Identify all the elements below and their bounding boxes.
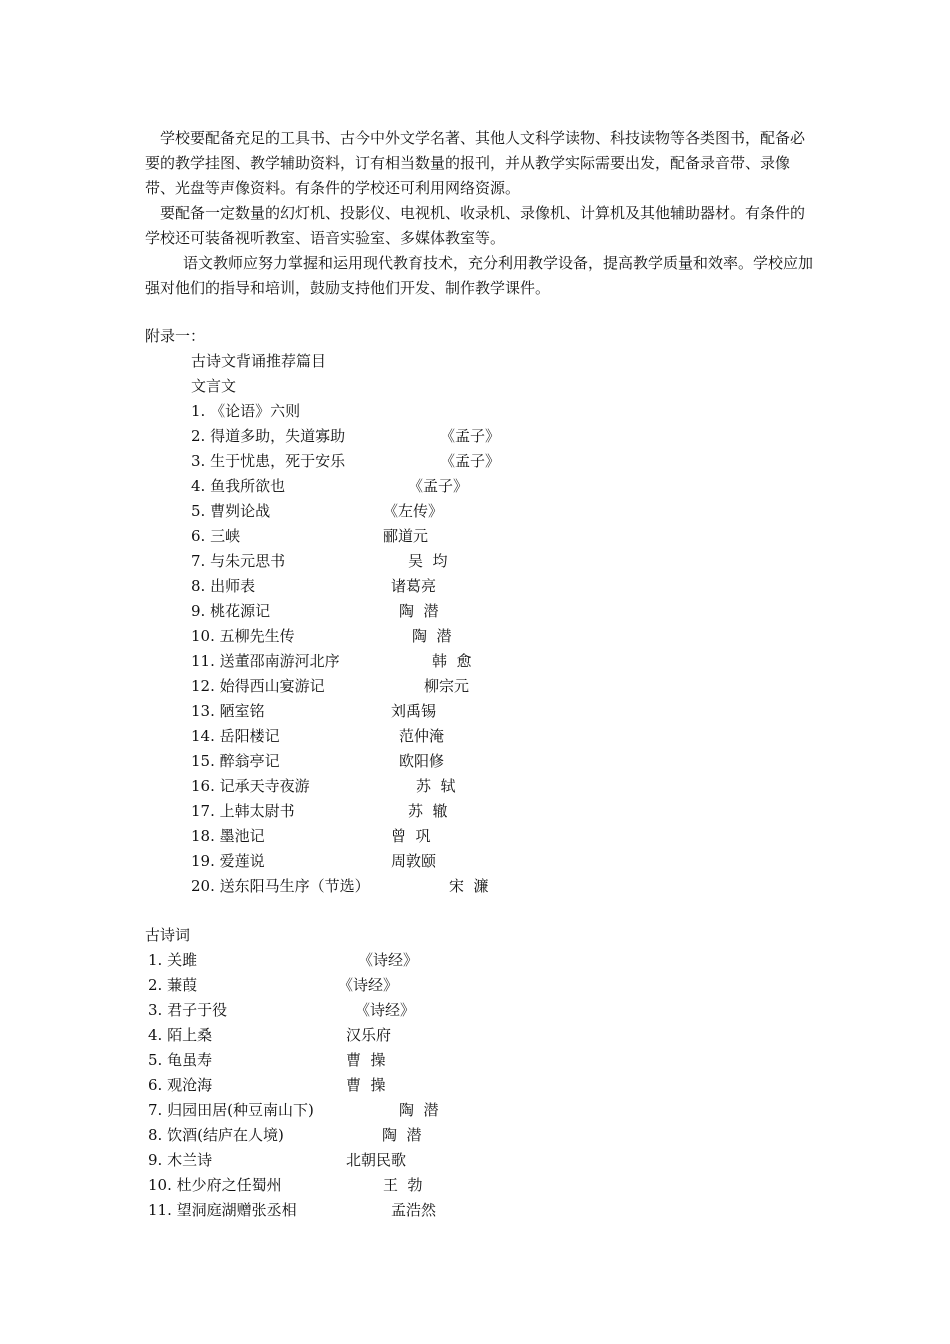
classical-heading: 文言文 [191, 377, 237, 395]
list-item [191, 651, 340, 671]
item-author: 苏 轼 [416, 777, 456, 795]
list-item [148, 1100, 314, 1120]
item-title: 上韩太尉书 [219, 802, 295, 820]
item-title: 蒹葭 [167, 976, 198, 994]
item-author: 王 勃 [383, 1176, 423, 1194]
paragraph-equipment: 要配备一定数量的幻灯机、投影仪、电视机、收录机、录像机、计算机及其他辅助器材。有条件的学校还可装备视听教室、语音实验室、多媒体教室等。 [145, 204, 806, 247]
item-title: 五柳先生传 [219, 627, 295, 645]
item-number: 2. [148, 976, 163, 994]
item-title: 墨池记 [219, 827, 265, 845]
item-title: 得道多助，失道寡助 [210, 427, 346, 445]
item-title: 君子于役 [167, 1001, 228, 1019]
list-item [148, 950, 197, 970]
item-author: 陶 潜 [382, 1126, 422, 1144]
item-author: 《孟子》 [408, 477, 469, 495]
item-author: 刘禹锡 [391, 702, 437, 720]
item-number: 13. [191, 702, 215, 720]
item-author: 孟浩然 [391, 1201, 437, 1219]
item-author: 吴 均 [408, 552, 448, 570]
item-author: 欧阳修 [399, 752, 445, 770]
item-number: 10. [191, 627, 215, 645]
list-item [191, 576, 255, 596]
item-author: 《孟子》 [440, 427, 501, 445]
item-author: 柳宗元 [424, 677, 470, 695]
list-item [191, 701, 265, 721]
list-item [191, 476, 285, 496]
item-number: 18. [191, 827, 215, 845]
item-author: 《孟子》 [440, 452, 501, 470]
item-title: 生于忧患，死于安乐 [210, 452, 346, 470]
item-title: 龟虽寿 [167, 1051, 213, 1069]
list-item [191, 726, 280, 746]
item-author: 范仲淹 [399, 727, 445, 745]
list-item [148, 1150, 212, 1170]
item-number: 3. [148, 1001, 163, 1019]
list-item [148, 1075, 212, 1095]
item-author: 北朝民歌 [346, 1151, 407, 1169]
paragraph-teacher-training: 语文教师应努力掌握和运用现代教育技术，充分利用教学设备，提高教学质量和效率。学校应加强对他们的指导和培训，鼓励支持他们开发、制作教学课件。 [145, 254, 814, 297]
item-number: 11. [191, 652, 215, 670]
item-title: 岳阳楼记 [219, 727, 280, 745]
item-title: 归园田居(种豆南山下) [167, 1101, 314, 1119]
item-author: 《诗经》 [358, 951, 419, 969]
item-number: 17. [191, 802, 215, 820]
item-number: 1. [148, 951, 163, 969]
list-item [191, 526, 240, 546]
item-title: 陋室铭 [219, 702, 265, 720]
item-author: 苏 辙 [408, 802, 448, 820]
list-title: 古诗文背诵推荐篇目 [191, 352, 327, 370]
item-author: 曹 操 [346, 1051, 386, 1069]
item-number: 20. [191, 877, 215, 895]
list-item [191, 601, 270, 621]
item-title: 醉翁亭记 [219, 752, 280, 770]
item-title: 记承天寺夜游 [219, 777, 310, 795]
item-title: 观沧海 [167, 1076, 213, 1094]
paragraph-library-resources: 学校要配备充足的工具书、古今中外文学名著、其他人文科学读物、科技读物等各类图书，配备必要的教学挂图、教学辅助资料，订有相当数量的报刊，并从教学实际需要出发，配备录音带、录像带、光盘等声像资料。有条件的学校还可利用网络资源。 [145, 129, 806, 197]
item-author: 韩 愈 [432, 652, 472, 670]
list-item [148, 1125, 284, 1145]
item-author: 陶 潜 [399, 602, 439, 620]
item-author: 郦道元 [383, 527, 429, 545]
item-number: 5. [191, 502, 206, 520]
list-item [191, 876, 370, 896]
item-author: 宋 濂 [449, 877, 489, 895]
item-number: 15. [191, 752, 215, 770]
item-title: 杜少府之任蜀州 [176, 1176, 282, 1194]
item-title: 与朱元思书 [210, 552, 286, 570]
item-title: 曹刿论战 [210, 502, 271, 520]
item-title: 三峡 [210, 527, 241, 545]
item-number: 8. [191, 577, 206, 595]
item-number: 7. [148, 1101, 163, 1119]
item-number: 8. [148, 1126, 163, 1144]
item-number: 6. [191, 527, 206, 545]
list-item [191, 851, 265, 871]
item-number: 16. [191, 777, 215, 795]
item-title: 送董邵南游河北序 [219, 652, 340, 670]
item-number: 19. [191, 852, 215, 870]
item-author: 《诗经》 [355, 1001, 416, 1019]
item-author: 汉乐府 [346, 1026, 392, 1044]
item-number: 9. [191, 602, 206, 620]
list-item [191, 801, 295, 821]
item-author: 陶 潜 [412, 627, 452, 645]
item-number: 4. [148, 1026, 163, 1044]
item-number: 14. [191, 727, 215, 745]
item-number: 11. [148, 1201, 172, 1219]
item-author: 诸葛亮 [391, 577, 437, 595]
item-title: 木兰诗 [167, 1151, 213, 1169]
item-number: 4. [191, 477, 206, 495]
list-item [191, 751, 280, 771]
list-item [191, 676, 325, 696]
item-author: 陶 潜 [399, 1101, 439, 1119]
item-author: 《诗经》 [338, 976, 399, 994]
item-title: 桃花源记 [210, 602, 271, 620]
item-title: 《论语》六则 [210, 402, 301, 420]
list-item [148, 1175, 282, 1195]
list-item [148, 1200, 297, 1220]
item-title: 出师表 [210, 577, 256, 595]
appendix-label: 附录一： [145, 327, 206, 345]
list-item [191, 626, 295, 646]
item-number: 3. [191, 452, 206, 470]
item-number: 2. [191, 427, 206, 445]
item-title: 关雎 [167, 951, 198, 969]
item-number: 6. [148, 1076, 163, 1094]
item-title: 陌上桑 [167, 1026, 213, 1044]
item-title: 爱莲说 [219, 852, 265, 870]
list-item [191, 426, 345, 446]
item-number: 1. [191, 402, 206, 420]
list-item [191, 501, 270, 521]
list-item [148, 1000, 227, 1020]
item-title: 望洞庭湖赠张丞相 [176, 1201, 297, 1219]
item-number: 12. [191, 677, 215, 695]
list-item [191, 551, 285, 571]
list-item [148, 975, 197, 995]
item-number: 9. [148, 1151, 163, 1169]
item-author: 周敦颐 [391, 852, 437, 870]
list-item [191, 401, 300, 421]
item-title: 鱼我所欲也 [210, 477, 286, 495]
list-item [148, 1025, 212, 1045]
item-title: 送东阳马生序（节选） [219, 877, 370, 895]
list-item [191, 776, 310, 796]
poetry-heading: 古诗词 [145, 926, 191, 944]
item-number: 7. [191, 552, 206, 570]
item-title: 饮酒(结庐在人境) [167, 1126, 284, 1144]
list-item [191, 451, 345, 471]
list-item [191, 826, 265, 846]
item-title: 始得西山宴游记 [219, 677, 325, 695]
item-number: 5. [148, 1051, 163, 1069]
item-author: 曾 巩 [391, 827, 431, 845]
item-author: 曹 操 [346, 1076, 386, 1094]
item-number: 10. [148, 1176, 172, 1194]
list-item [148, 1050, 212, 1070]
item-author: 《左传》 [383, 502, 444, 520]
